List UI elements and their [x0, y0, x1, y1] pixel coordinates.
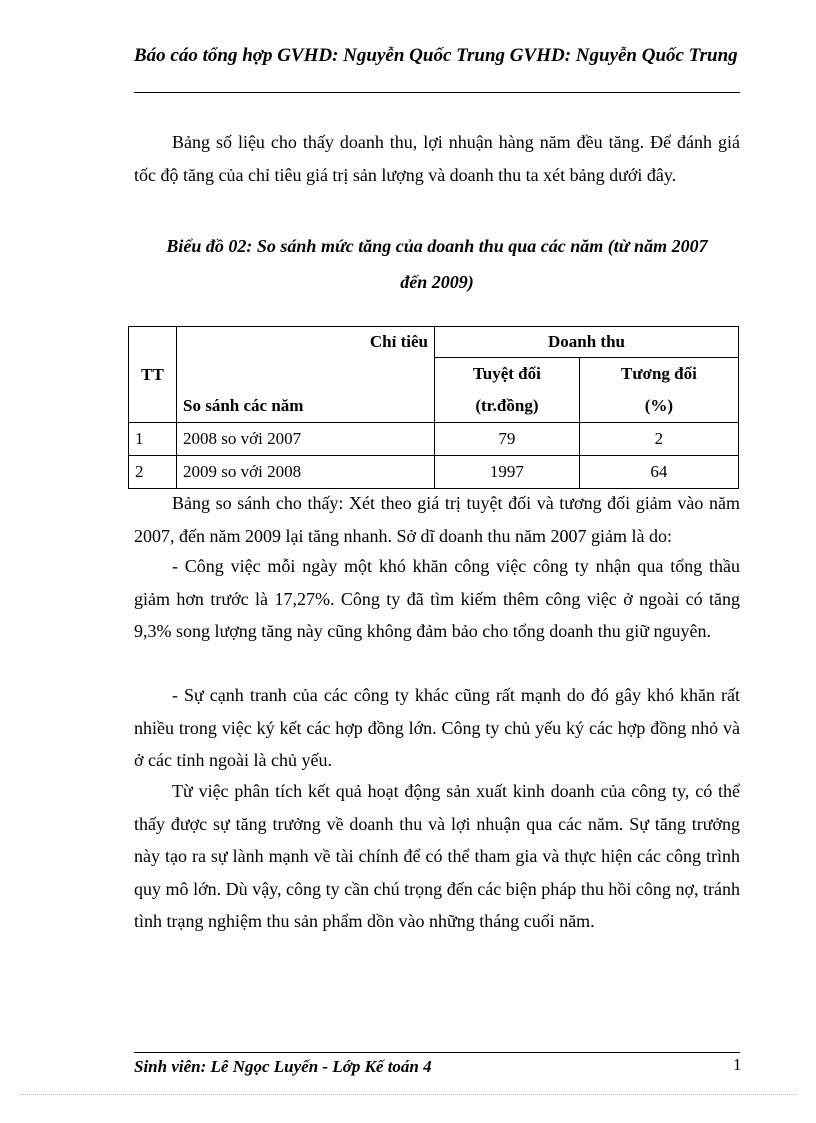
caption-line-2: đến 2009) — [400, 272, 474, 292]
row-abs: 1997 — [435, 456, 580, 489]
row-tt: 1 — [129, 423, 177, 456]
paragraph-3: - Sự cạnh tranh của các công ty khác cũng rất mạnh do đó gây khó khăn rất nhiều trong việc ký kết các hợp đồng lớn. Công ty chủ yếu ký các hợp đồng nhỏ và ở các tỉnh ngoài là chủ yếu. — [134, 685, 740, 770]
tuong-doi-header: Tương đối — [579, 358, 738, 391]
row-rel: 2 — [579, 423, 738, 456]
header-rule — [134, 92, 740, 93]
footer-rule — [134, 1052, 740, 1053]
row-rel: 64 — [579, 456, 738, 489]
chart-caption — [134, 228, 740, 300]
row-label: 2008 so với 2007 — [177, 423, 435, 456]
page-header: Báo cáo tổng hợp GVHD: Nguyễn Quốc Trung GVHD: Nguyễn Quốc Trung — [134, 45, 738, 66]
chi-tieu-header: Chỉ tiêu — [177, 327, 435, 358]
tuyet-doi-header: Tuyệt đối — [435, 358, 580, 391]
tt-header: TT — [129, 327, 177, 423]
row-tt: 2 — [129, 456, 177, 489]
doanh-thu-header: Doanh thu — [435, 327, 739, 358]
page-number: 1 — [733, 1055, 742, 1074]
page-bottom-dots — [20, 1094, 796, 1095]
row-abs: 79 — [435, 423, 580, 456]
diagonal-spacer — [177, 358, 435, 391]
intro-paragraph: Bảng số liệu cho thấy doanh thu, lợi nhuận hàng năm đều tăng. Để đánh giá tốc độ tăng của chỉ tiêu giá trị sản lượng và doanh thu ta xét bảng dưới đây. — [134, 132, 740, 185]
page-footer: Sinh viên: Lê Ngọc Luyến - Lớp Kế toán 4 — [134, 1057, 432, 1076]
tuyet-doi-unit: (tr.đồng) — [435, 390, 580, 423]
table-row — [129, 423, 739, 456]
caption-line-1: Biểu đồ 02: So sánh mức tăng của doanh thu qua các năm (từ năm 2007 — [166, 236, 708, 256]
paragraph-4: Từ việc phân tích kết quả hoạt động sản xuất kinh doanh của công ty, có thể thấy được sự tăng trưởng về doanh thu và lợi nhuận qua các năm. Sự tăng trưởng này tạo ra sự lành mạnh về tài chính để có thể tham gia và thực hiện các công trình quy mô lớn. Dù vậy, công ty cần chú trọng đến các biện pháp thu hồi công nợ, tránh tình trạng nghiệm thu sản phẩm dồn vào những tháng cuối năm. — [134, 781, 740, 931]
tuong-doi-unit: (%) — [579, 390, 738, 423]
row-label: 2009 so với 2008 — [177, 456, 435, 489]
paragraph-1: Bảng so sánh cho thấy: Xét theo giá trị tuyệt đối và tương đối giảm vào năm 2007, đến năm 2009 lại tăng nhanh. Sở dĩ doanh thu năm 2007 giảm là do: — [134, 493, 740, 546]
table-row — [129, 456, 739, 489]
comparison-table — [128, 326, 739, 489]
paragraph-2: - Công việc mỗi ngày một khó khăn công việc công ty nhận qua tổng thầu giảm hơn trước là 17,27%. Công ty đã tìm kiếm thêm công việc ở ngoài có tăng 9,3% song lượng tăng này cũng không đảm bảo cho tổng doanh thu giữ nguyên. — [134, 556, 740, 641]
so-sanh-header: So sánh các năm — [177, 390, 435, 423]
